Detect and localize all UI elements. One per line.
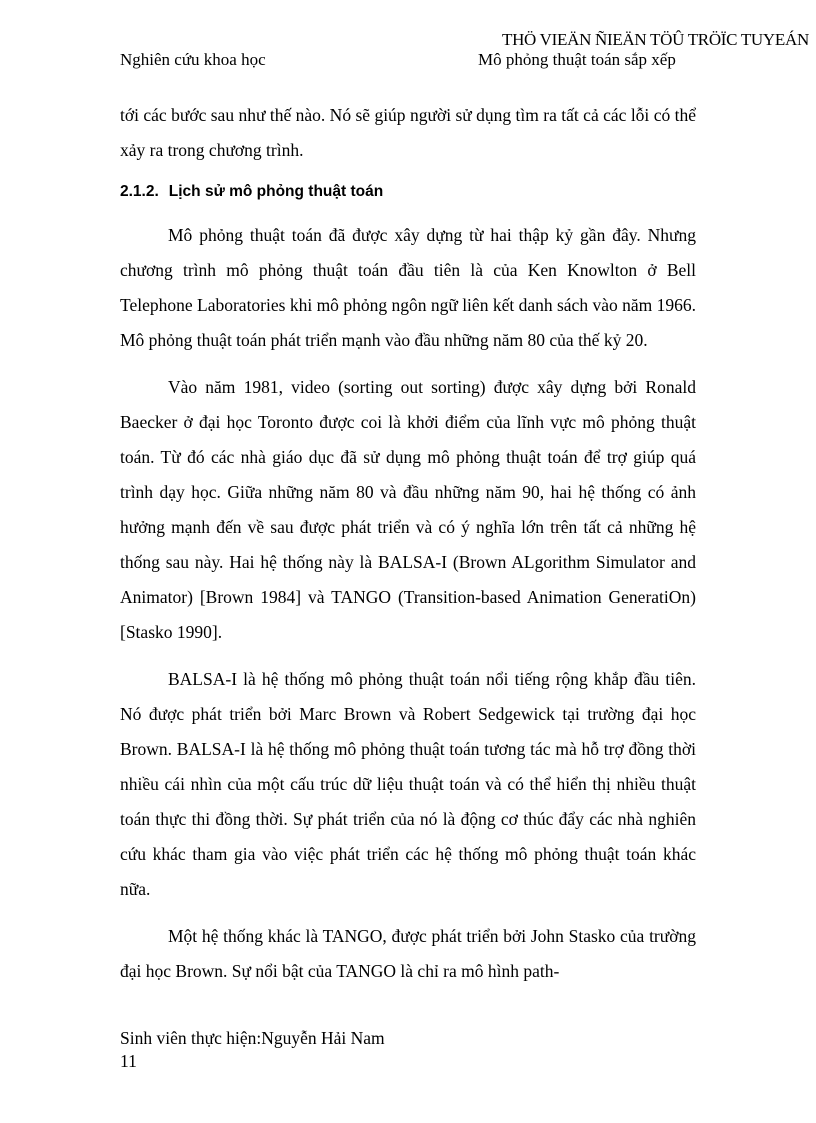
header-right: Mô phỏng thuật toán sắp xếp bbox=[478, 50, 676, 69]
document-body bbox=[120, 98, 696, 989]
paragraph: tới các bước sau như thế nào. Nó sẽ giúp người sử dụng tìm ra tất cả các lỗi có thể xảy ra trong chương trình. bbox=[120, 105, 696, 160]
watermark-text: THÖ VIEÄN ÑIEÄN TÖÛ TRÖÏC TUYEÁN bbox=[502, 30, 809, 49]
paragraph: BALSA-I là hệ thống mô phỏng thuật toán nổi tiếng rộng khắp đầu tiên. Nó được phát triển bởi Marc Brown và Robert Sedgewick tại trường đại học Brown. BALSA-I là hệ thống mô phỏng thuật toán tương tác mà hỗ trợ đồng thời nhiều cái nhìn của một cấu trúc dữ liệu thuật toán và có thể hiển thị nhiều thuật toán thực thi đồng thời. Sự phát triển của nó là động cơ thúc đẩy các nhà nghiên cứu khác tham gia vào việc phát triển các hệ thống mô phỏng thuật toán khác nữa. bbox=[120, 669, 696, 899]
section-heading bbox=[120, 180, 696, 204]
paragraph: Một hệ thống khác là TANGO, được phát triển bởi John Stasko của trường đại học Brown. Sự nổi bật của TANGO là chỉ ra mô hình path- bbox=[120, 926, 696, 981]
header-left: Nghiên cứu khoa học bbox=[120, 50, 266, 69]
paragraph: Vào năm 1981, video (sorting out sorting) được xây dựng bởi Ronald Baecker ở đại học Toronto được coi là khởi điểm của lĩnh vực mô phỏng thuật toán. Từ đó các nhà giáo dục đã sử dụng mô phỏng thuật toán để trợ giúp quá trình dạy học. Giữa những năm 80 và đầu những năm 90, hai hệ thống có ảnh hưởng mạnh đến về sau được phát triển và có ý nghĩa lớn trên tất cả những hệ thống sau này. Hai hệ thống này là BALSA-I (Brown ALgorithm Simulator and Animator) [Brown 1984] và TANGO (Transition-based Animation GeneratiOn) [Stasko 1990]. bbox=[120, 377, 696, 642]
section-number: 2.1.2. bbox=[120, 183, 159, 200]
paragraph: Mô phỏng thuật toán đã được xây dựng từ hai thập kỷ gần đây. Nhưng chương trình mô phỏng thuật toán đầu tiên là của Ken Knowlton ở Bell Telephone Laboratories khi mô phỏng ngôn ngữ liên kết danh sách vào năm 1966. Mô phỏng thuật toán phát triển mạnh vào đầu những năm 80 của thế kỷ 20. bbox=[120, 225, 696, 350]
footer-author: Sinh viên thực hiện:Nguyễn Hải Nam bbox=[120, 1028, 385, 1048]
page-number: 11 bbox=[120, 1051, 137, 1071]
section-title: Lịch sử mô phỏng thuật toán bbox=[168, 183, 384, 200]
